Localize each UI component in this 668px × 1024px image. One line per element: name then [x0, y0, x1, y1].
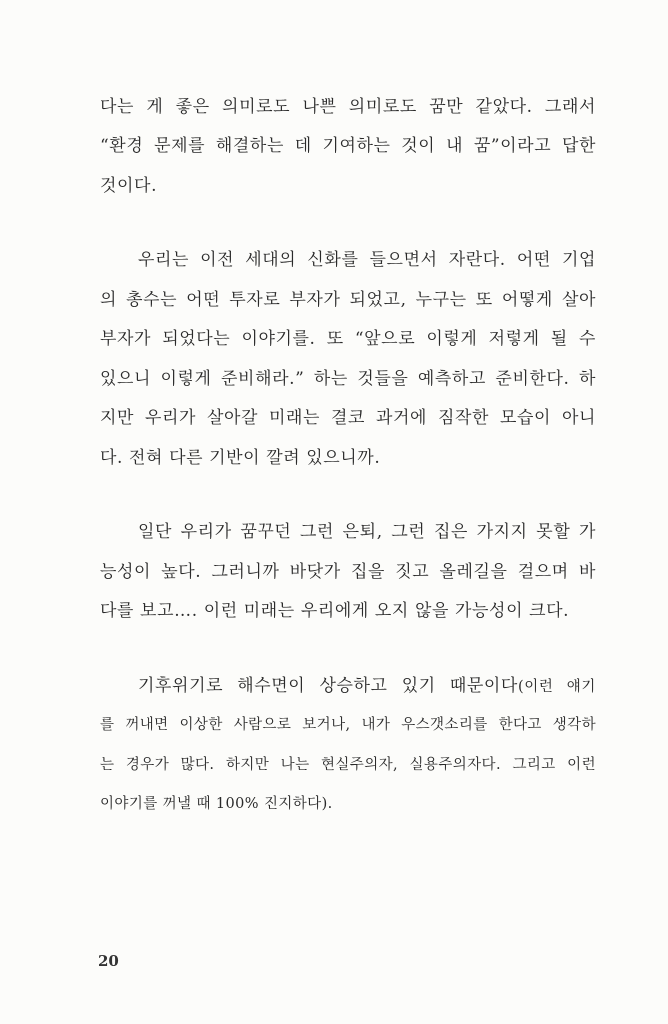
page-number: 20: [98, 952, 119, 970]
body-line-7: 있으니 이렇게 준비해라.” 하는 것들을 예측하고 준비한다. 하: [100, 369, 596, 389]
body-line-14: 를 꺼내면 이상한 사람으로 보거나, 내가 우스갯소리를 한다고 생각하: [100, 717, 596, 733]
body-line-8: 지만 우리가 살아갈 미래는 결코 과거에 짐작한 모습이 아니: [100, 408, 596, 428]
body-line-10: [100, 520, 596, 544]
body-line-13-text: 기후위기로 해수면이 상승하고 있기 때문이다: [138, 676, 518, 696]
body-line-6: 부자가 되었다는 이야기를. 또 “앞으로 이렇게 저렇게 될 수: [100, 329, 596, 349]
body-line-12: 다를 보고…. 이런 미래는 우리에게 오지 않을 가능성이 크다.: [100, 601, 570, 621]
body-line-1: 다는 게 좋은 의미로도 나쁜 의미로도 꿈만 같았다. 그래서: [100, 97, 596, 117]
body-line-16: 이야기를 꺼낼 때 100% 진지하다).: [100, 796, 333, 812]
body-line-5: 의 총수는 어떤 투자로 부자가 되었고, 누구는 또 어떻게 살아: [100, 290, 596, 310]
body-line-4-text: 우리는 이전 세대의 신화를 들으면서 자란다. 어떤 기업: [138, 250, 596, 270]
body-line-15: 는 경우가 많다. 하지만 나는 현실주의자, 실용주의자다. 그리고 이런: [100, 757, 596, 773]
body-line-4: [100, 248, 596, 272]
body-line-10-text: 일단 우리가 꿈꾸던 그런 은퇴, 그런 집은 가지지 못할 가: [138, 522, 596, 542]
body-line-2: “환경 문제를 해결하는 데 기여하는 것이 내 꿈”이라고 답한: [100, 136, 596, 156]
body-line-11: 능성이 높다. 그러니까 바닷가 집을 짓고 올레길을 걸으며 바: [100, 562, 596, 582]
body-line-13: [100, 674, 596, 699]
body-line-9: 다. 전혀 다른 기반이 깔려 있으니까.: [100, 448, 381, 468]
body-line-3: 것이다.: [100, 176, 158, 196]
body-line-13-aside: (이런 얘기: [517, 679, 596, 695]
